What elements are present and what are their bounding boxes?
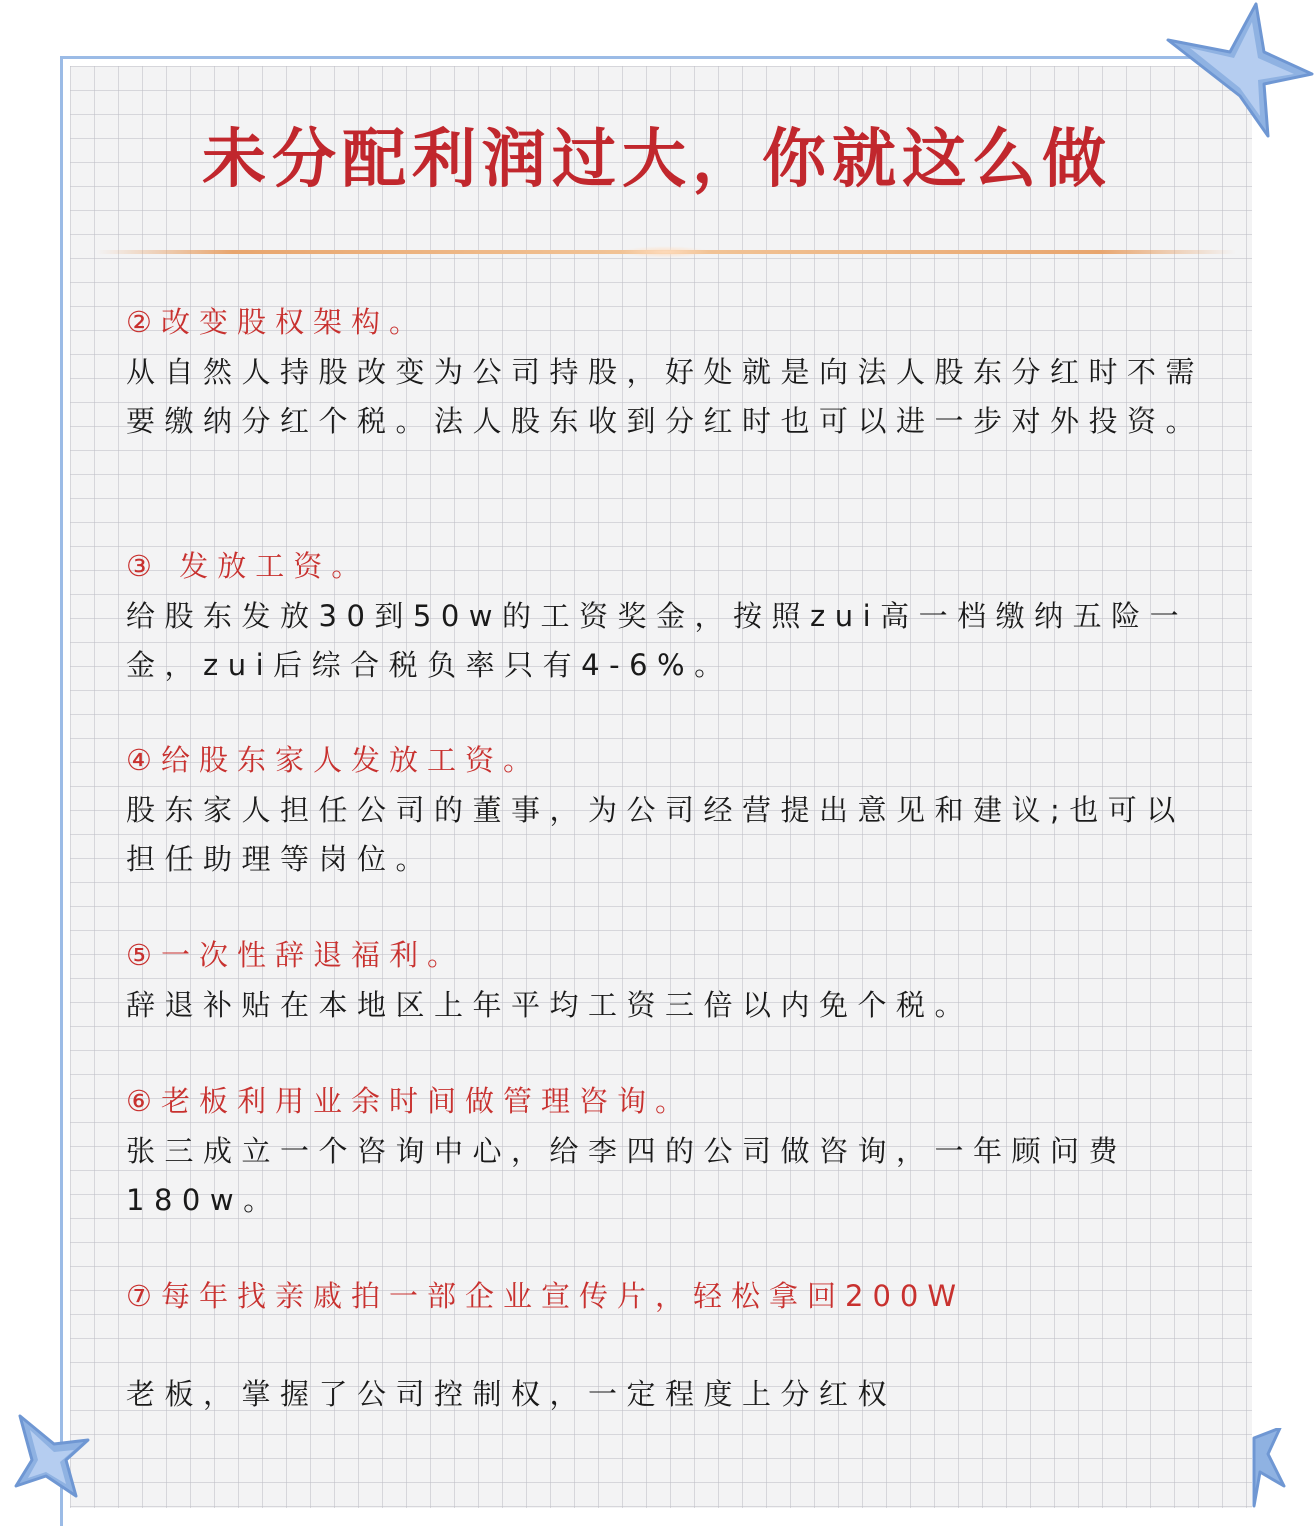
page-title: 未分配利润过大，你就这么做	[202, 123, 1112, 197]
section-heading: ②改变股权架构。	[126, 305, 427, 339]
section-body: 张三成立一个咨询中心，给李四的公司做咨询，一年顾问费180w。	[126, 1134, 1128, 1217]
section-body: 给股东发放30到50w的工资奖金，按照zui高一档缴纳五险一金，zui后综合税负率只有4-6%。	[126, 599, 1189, 682]
section-pay-family-salary	[126, 734, 1206, 884]
section-body: 从自然人持股改变为公司持股，好处就是向法人股东分红时不需要缴纳分红个税。法人股东收到分红时也可以进一步对外投资。	[126, 355, 1205, 438]
section-body: 辞退补贴在本地区上年平均工资三倍以内免个税。	[126, 988, 974, 1022]
section-body: 老板，掌握了公司控制权，一定程度上分红权	[126, 1377, 897, 1411]
section-change-equity-structure	[126, 296, 1206, 446]
section-heading: ⑤一次性辞退福利。	[126, 938, 465, 972]
section-body: 股东家人担任公司的董事，为公司经营提出意见和建议;也可以担任助理等岗位。	[126, 793, 1185, 876]
star-decoration-icon	[10, 1410, 90, 1500]
section-severance-benefit	[126, 929, 1206, 1030]
title-divider-glow	[620, 246, 710, 258]
star-decoration-icon	[1250, 1428, 1290, 1508]
section-heading: ③ 发放工资。	[126, 549, 370, 583]
section-heading: ④给股东家人发放工资。	[126, 743, 541, 777]
section-management-consulting	[126, 1075, 1206, 1225]
section-heading: ⑥老板利用业余时间做管理咨询。	[126, 1084, 693, 1118]
section-pay-salary	[126, 540, 1206, 690]
section-promo-film	[126, 1270, 1206, 1419]
section-heading: ⑦每年找亲戚拍一部企业宣传片，轻松拿回200W	[126, 1279, 966, 1313]
